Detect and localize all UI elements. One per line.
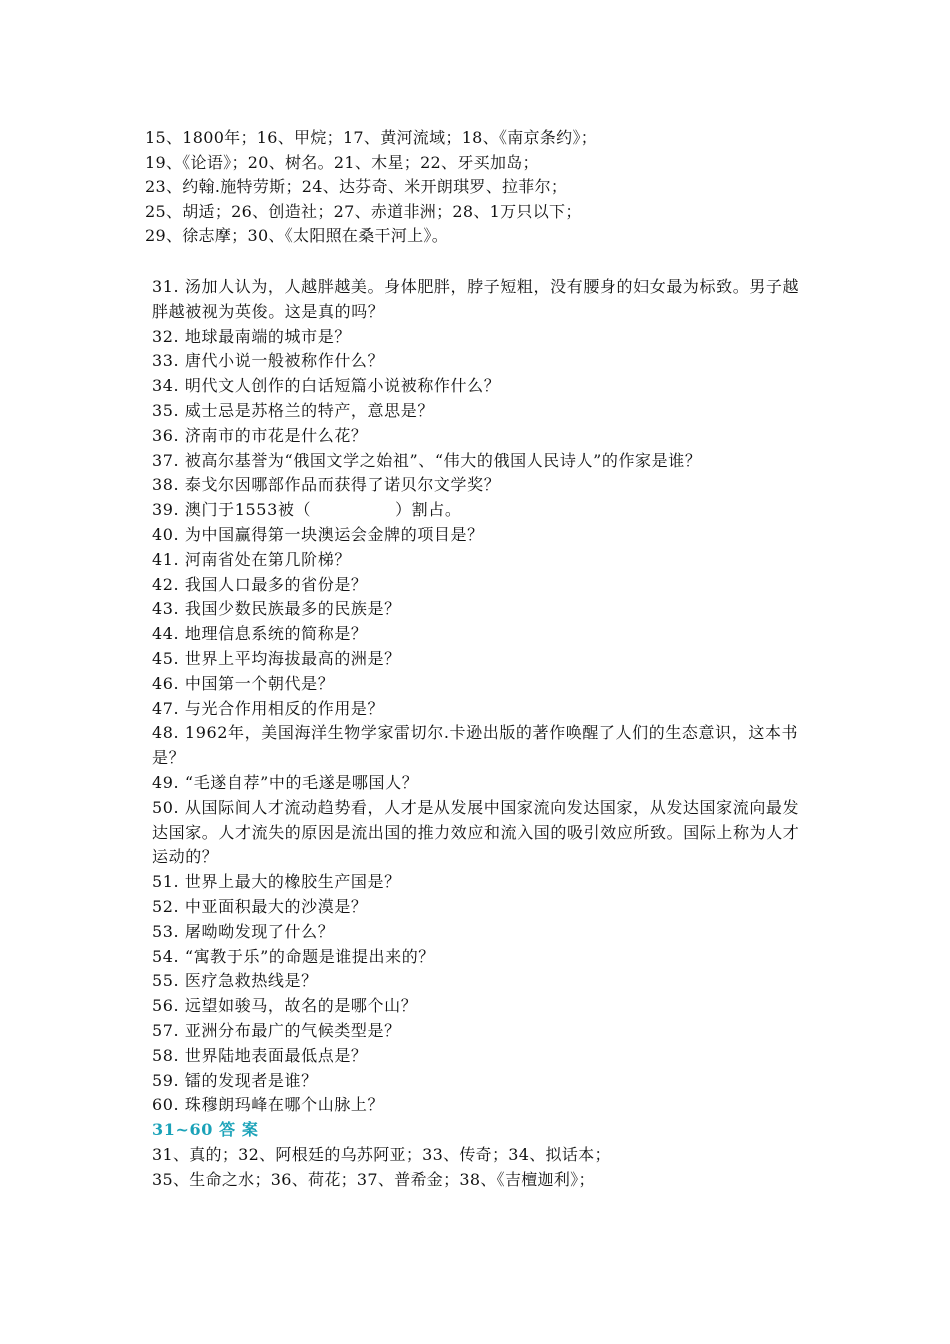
answer-line: 31、真的；32、阿根廷的乌苏阿亚；33、传奇；34、拟话本； — [152, 1144, 611, 1164]
question-60: 60. 珠穆朗玛峰在哪个山脉上？ — [152, 1095, 385, 1115]
answers-31-38 — [152, 1143, 812, 1193]
question-39-suffix: ）割占。 — [395, 500, 462, 520]
question-40: 40. 为中国赢得第一块澳运会金牌的项目是？ — [152, 524, 484, 544]
question-57: 57. 亚洲分布最广的气候类型是？ — [152, 1020, 401, 1040]
question-59: 59. 镭的发现者是谁？ — [152, 1070, 318, 1090]
questions-31-60 — [152, 275, 812, 1192]
question-50: 50. 从国际间人才流动趋势看，人才是从发展中国家流向发达国家，从发达国家流向最发达国家。人才流失的原因是流出国的推力效应和流入国的吸引效应所致。国际上称为人才运动的？ — [152, 797, 800, 867]
question-32: 32. 地球最南端的城市是？ — [152, 326, 351, 346]
question-58: 58. 世界陆地表面最低点是？ — [152, 1045, 368, 1065]
question-47: 47. 与光合作用相反的作用是？ — [152, 698, 385, 718]
answer-line: 23、约翰.施特劳斯；24、达芬奇、米开朗琪罗、拉菲尔； — [145, 177, 568, 197]
answer-line: 15、1800年；16、甲烷；17、黄河流域；18、《南京条约》； — [145, 128, 598, 147]
answer-line: 19、《论语》；20、树名。21、木星；22、牙买加岛； — [145, 152, 539, 172]
question-52: 52. 中亚面积最大的沙漠是？ — [152, 896, 368, 916]
question-43: 43. 我国少数民族最多的民族是？ — [152, 599, 401, 619]
question-38: 38. 泰戈尔因哪部作品而获得了诺贝尔文学奖？ — [152, 475, 501, 495]
question-46: 46. 中国第一个朝代是？ — [152, 673, 335, 693]
answers-heading: 31~60 答 案 — [152, 1120, 259, 1140]
question-51: 51. 世界上最大的橡胶生产国是？ — [152, 872, 401, 892]
question-44: 44. 地理信息系统的简称是？ — [152, 624, 368, 644]
question-35: 35. 威士忌是苏格兰的特产，意思是？ — [152, 400, 434, 420]
answer-line: 25、胡适；26、创造社；27、赤道非洲；28、1万只以下； — [145, 201, 582, 221]
question-41: 41. 河南省处在第几阶梯？ — [152, 549, 351, 569]
question-55: 55. 医疗急救热线是？ — [152, 971, 318, 991]
question-31: 31. 汤加人认为，人越胖越美。身体肥胖，脖子短粗，没有腰身的妇女最为标致。男子越胖越被视为英俊。这是真的吗？ — [152, 277, 800, 321]
answers-15-30 — [145, 126, 825, 249]
answer-line: 35、生命之水；36、荷花；37、普希金；38、《吉檀迦利》； — [152, 1169, 595, 1189]
question-48: 48. 1962年，美国海洋生物学家雷切尔.卡逊出版的著作唤醒了人们的生态意识，这本书是？ — [152, 723, 799, 768]
answer-line: 29、徐志摩；30、《太阳照在桑干河上》。 — [145, 226, 449, 246]
question-39-prefix: 39. 澳门于1553被（ — [152, 500, 312, 520]
question-34: 34. 明代文人创作的白话短篇小说被称作什么？ — [152, 376, 501, 396]
question-39 — [152, 498, 812, 523]
question-45: 45. 世界上平均海拔最高的洲是？ — [152, 648, 401, 668]
question-54: 54. “寓教于乐”的命题是谁提出来的？ — [152, 946, 435, 966]
question-33: 33. 唐代小说一般被称作什么？ — [152, 351, 385, 371]
question-42: 42. 我国人口最多的省份是？ — [152, 574, 368, 594]
question-53: 53. 屠呦呦发现了什么？ — [152, 921, 335, 941]
question-56: 56. 远望如骏马，故名的是哪个山？ — [152, 996, 418, 1016]
question-37: 37. 被高尔基誉为“俄国文学之始祖”、“伟大的俄国人民诗人”的作家是谁？ — [152, 450, 702, 470]
question-49: 49. “毛遂自荐”中的毛遂是哪国人？ — [152, 772, 419, 792]
question-36: 36. 济南市的市花是什么花？ — [152, 425, 368, 445]
